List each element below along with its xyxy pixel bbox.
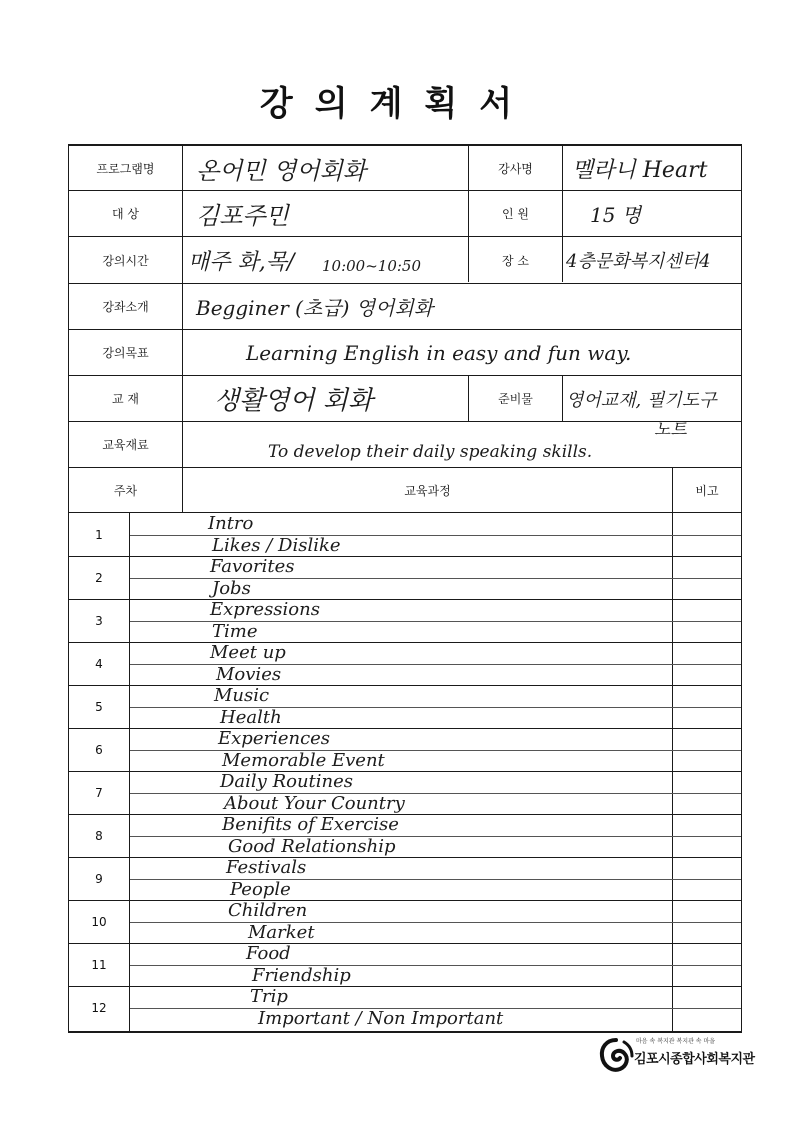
place-value: 4층문화복지센터4 [566,251,711,272]
prep-value: 영어교재, 필기도구 [566,389,717,411]
organization-logo [598,1030,758,1086]
course-topic: Benifits of Exercise [222,814,399,835]
course-topic: Intro [208,513,254,534]
course-topic: Children [228,900,308,921]
prep-extra-value: 노트 [654,419,687,440]
course-topic: Trip [250,986,288,1007]
course-topic: Time [212,620,258,642]
course-topic: Good Relationship [228,835,396,857]
week-number: 4 [95,656,103,671]
course-topic: Important / Non Important [258,1007,504,1029]
week-number: 1 [95,527,103,542]
intro-label: 강좌소개 [102,300,149,314]
material-value: To develop their daily speaking skills. [268,442,593,462]
course-topic: Daily Routines [220,771,354,792]
course-topic: About Your Country [224,792,405,814]
material-label: 교육재료 [102,438,149,452]
instructor-label: 강사명 [498,161,533,176]
week-header: 주차 [113,483,138,498]
course-topic: Likes / Dislike [212,534,341,556]
place-label: 장 소 [502,253,529,268]
program-value: 온어민 영어회화 [196,156,366,185]
time-hours-value: 10:00~10:50 [322,257,422,275]
textbook-value: 생활영어 회화 [214,386,373,416]
course-topic: Festivals [226,857,307,878]
target-value: 김포주민 [196,202,289,230]
course-topic: Expressions [210,599,320,620]
course-topic: Favorites [210,556,295,577]
course-header: 교육과정 [404,483,451,498]
program-label: 프로그램명 [96,161,155,176]
textbook-label: 교 재 [112,392,139,406]
week-number: 10 [91,914,107,929]
course-topic: Friendship [252,964,351,986]
logo-tagline: 마음 속 복지관 복지관 속 마을 [636,1038,716,1045]
course-topic: Market [248,921,315,943]
week-number: 8 [95,828,103,843]
target-label: 대 상 [112,207,139,221]
week-number: 3 [95,613,103,628]
course-topic: Meet up [210,642,286,663]
course-topic: Health [220,706,282,728]
headcount-label: 인 원 [502,207,529,221]
instructor-value: 멜라니 Heart [572,157,708,183]
week-number: 11 [91,957,107,972]
course-topic: Memorable Event [222,749,385,771]
week-number: 5 [95,699,103,714]
swirl-logo-icon [598,1036,634,1076]
course-topic: Jobs [212,577,251,599]
course-topic: Experiences [218,728,331,749]
document-title: 강의계획서 [259,84,535,124]
headcount-value: 15 명 [590,203,642,227]
goal-value: Learning English in easy and fun way. [246,340,632,365]
course-topic: Music [214,685,270,706]
course-topic: Movies [216,663,282,685]
goal-label: 강의목표 [102,346,149,360]
logo-name: 김포시종합사회복지관 [634,1052,755,1067]
course-topic: People [230,878,291,900]
week-number: 12 [91,1000,107,1015]
intro-value: Begginer (초급) 영어회화 [196,296,434,320]
prep-label: 준비물 [498,392,533,406]
note-header: 비고 [695,483,719,498]
week-number: 9 [95,871,103,886]
week-number: 2 [95,570,103,585]
time-label: 강의시간 [102,253,149,268]
week-number: 6 [95,742,103,757]
week-number: 7 [95,785,103,800]
time-days-value: 매주 화,목/ [188,249,295,275]
course-topic: Food [246,943,291,964]
